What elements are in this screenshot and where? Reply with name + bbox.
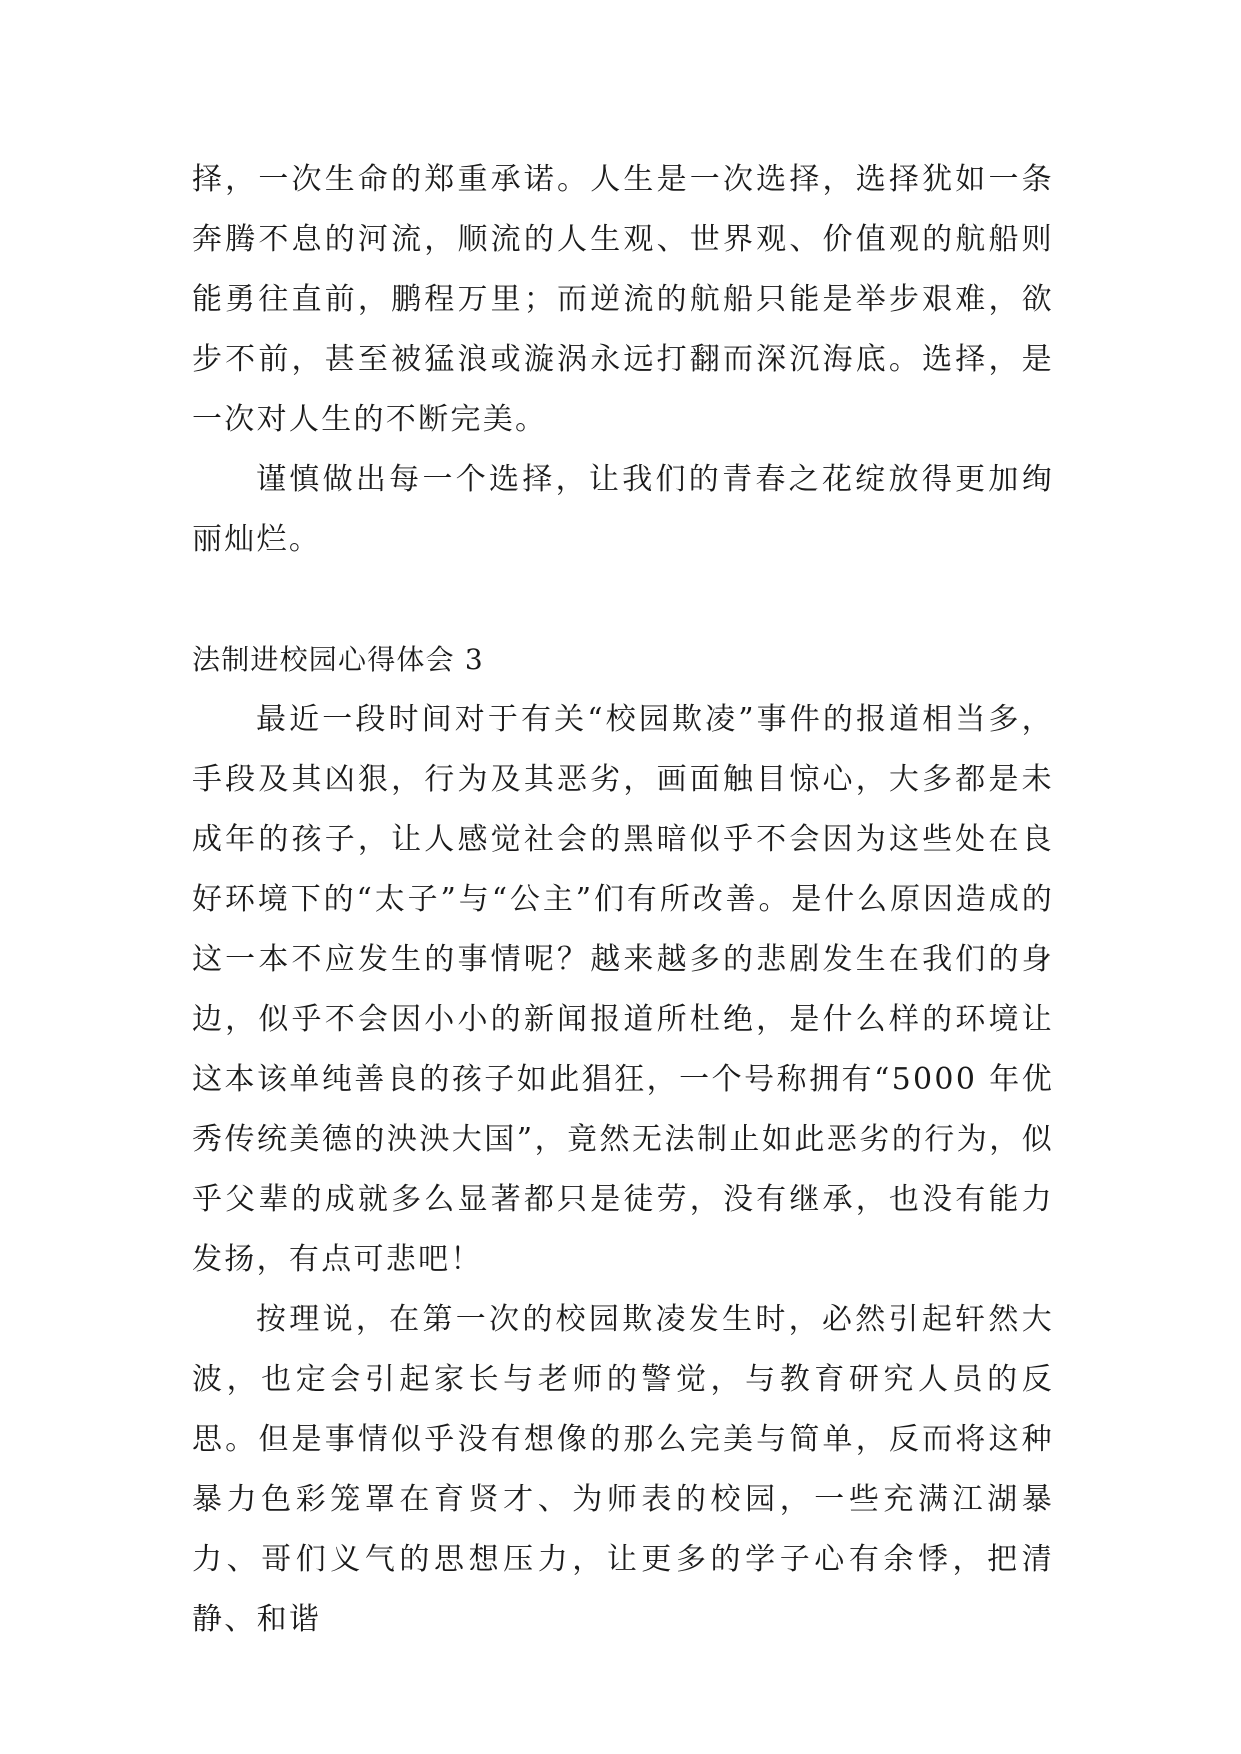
paragraph-choose-carefully: 谨慎做出每一个选择，让我们的青春之花绽放得更加绚丽灿烂。 xyxy=(192,462,1054,557)
section-title: 法制进校园心得体会 3 xyxy=(192,643,484,676)
paragraph-choice-promise: 择，一次生命的郑重承诺。人生是一次选择，选择犹如一条奔腾不息的河流，顺流的人生观、世界观、价值观的航船则能勇往直前，鹏程万里；而逆流的航船只能是举步艰难，欲步不前，甚至被猛浪或漩涡永远打翻而深沉海底。选择，是一次对人生的不断完美。 xyxy=(192,162,1054,437)
document-body xyxy=(192,150,1054,1650)
paragraph-school-bullying-reports: 最近一段时间对于有关“校园欺凌”事件的报道相当多，手段及其凶狠，行为及其恶劣，画面触目惊心，大多都是未成年的孩子，让人感觉社会的黑暗似乎不会因为这些处在良好环境下的“太子”与“公主”们有所改善。是什么原因造成的这一本不应发生的事情呢？越来越多的悲剧发生在我们的身边，似乎不会因小小的新闻报道所杜绝，是什么样的环境让这本该单纯善良的孩子如此猖狂，一个号称拥有“5000 年优秀传统美德的泱泱大国”，竟然无法制止如此恶劣的行为，似乎父辈的成就多么显著都只是徒劳，没有继承，也没有能力发扬，有点可悲吧！ xyxy=(192,702,1054,1277)
paragraph-first-bullying-incident: 按理说，在第一次的校园欺凌发生时，必然引起轩然大波，也定会引起家长与老师的警觉，与教育研究人员的反思。但是事情似乎没有想像的那么完美与简单，反而将这种暴力色彩笼罩在育贤才、为师表的校园，一些充满江湖暴力、哥们义气的思想压力，让更多的学子心有余悸，把清静、和谐 xyxy=(192,1302,1054,1637)
